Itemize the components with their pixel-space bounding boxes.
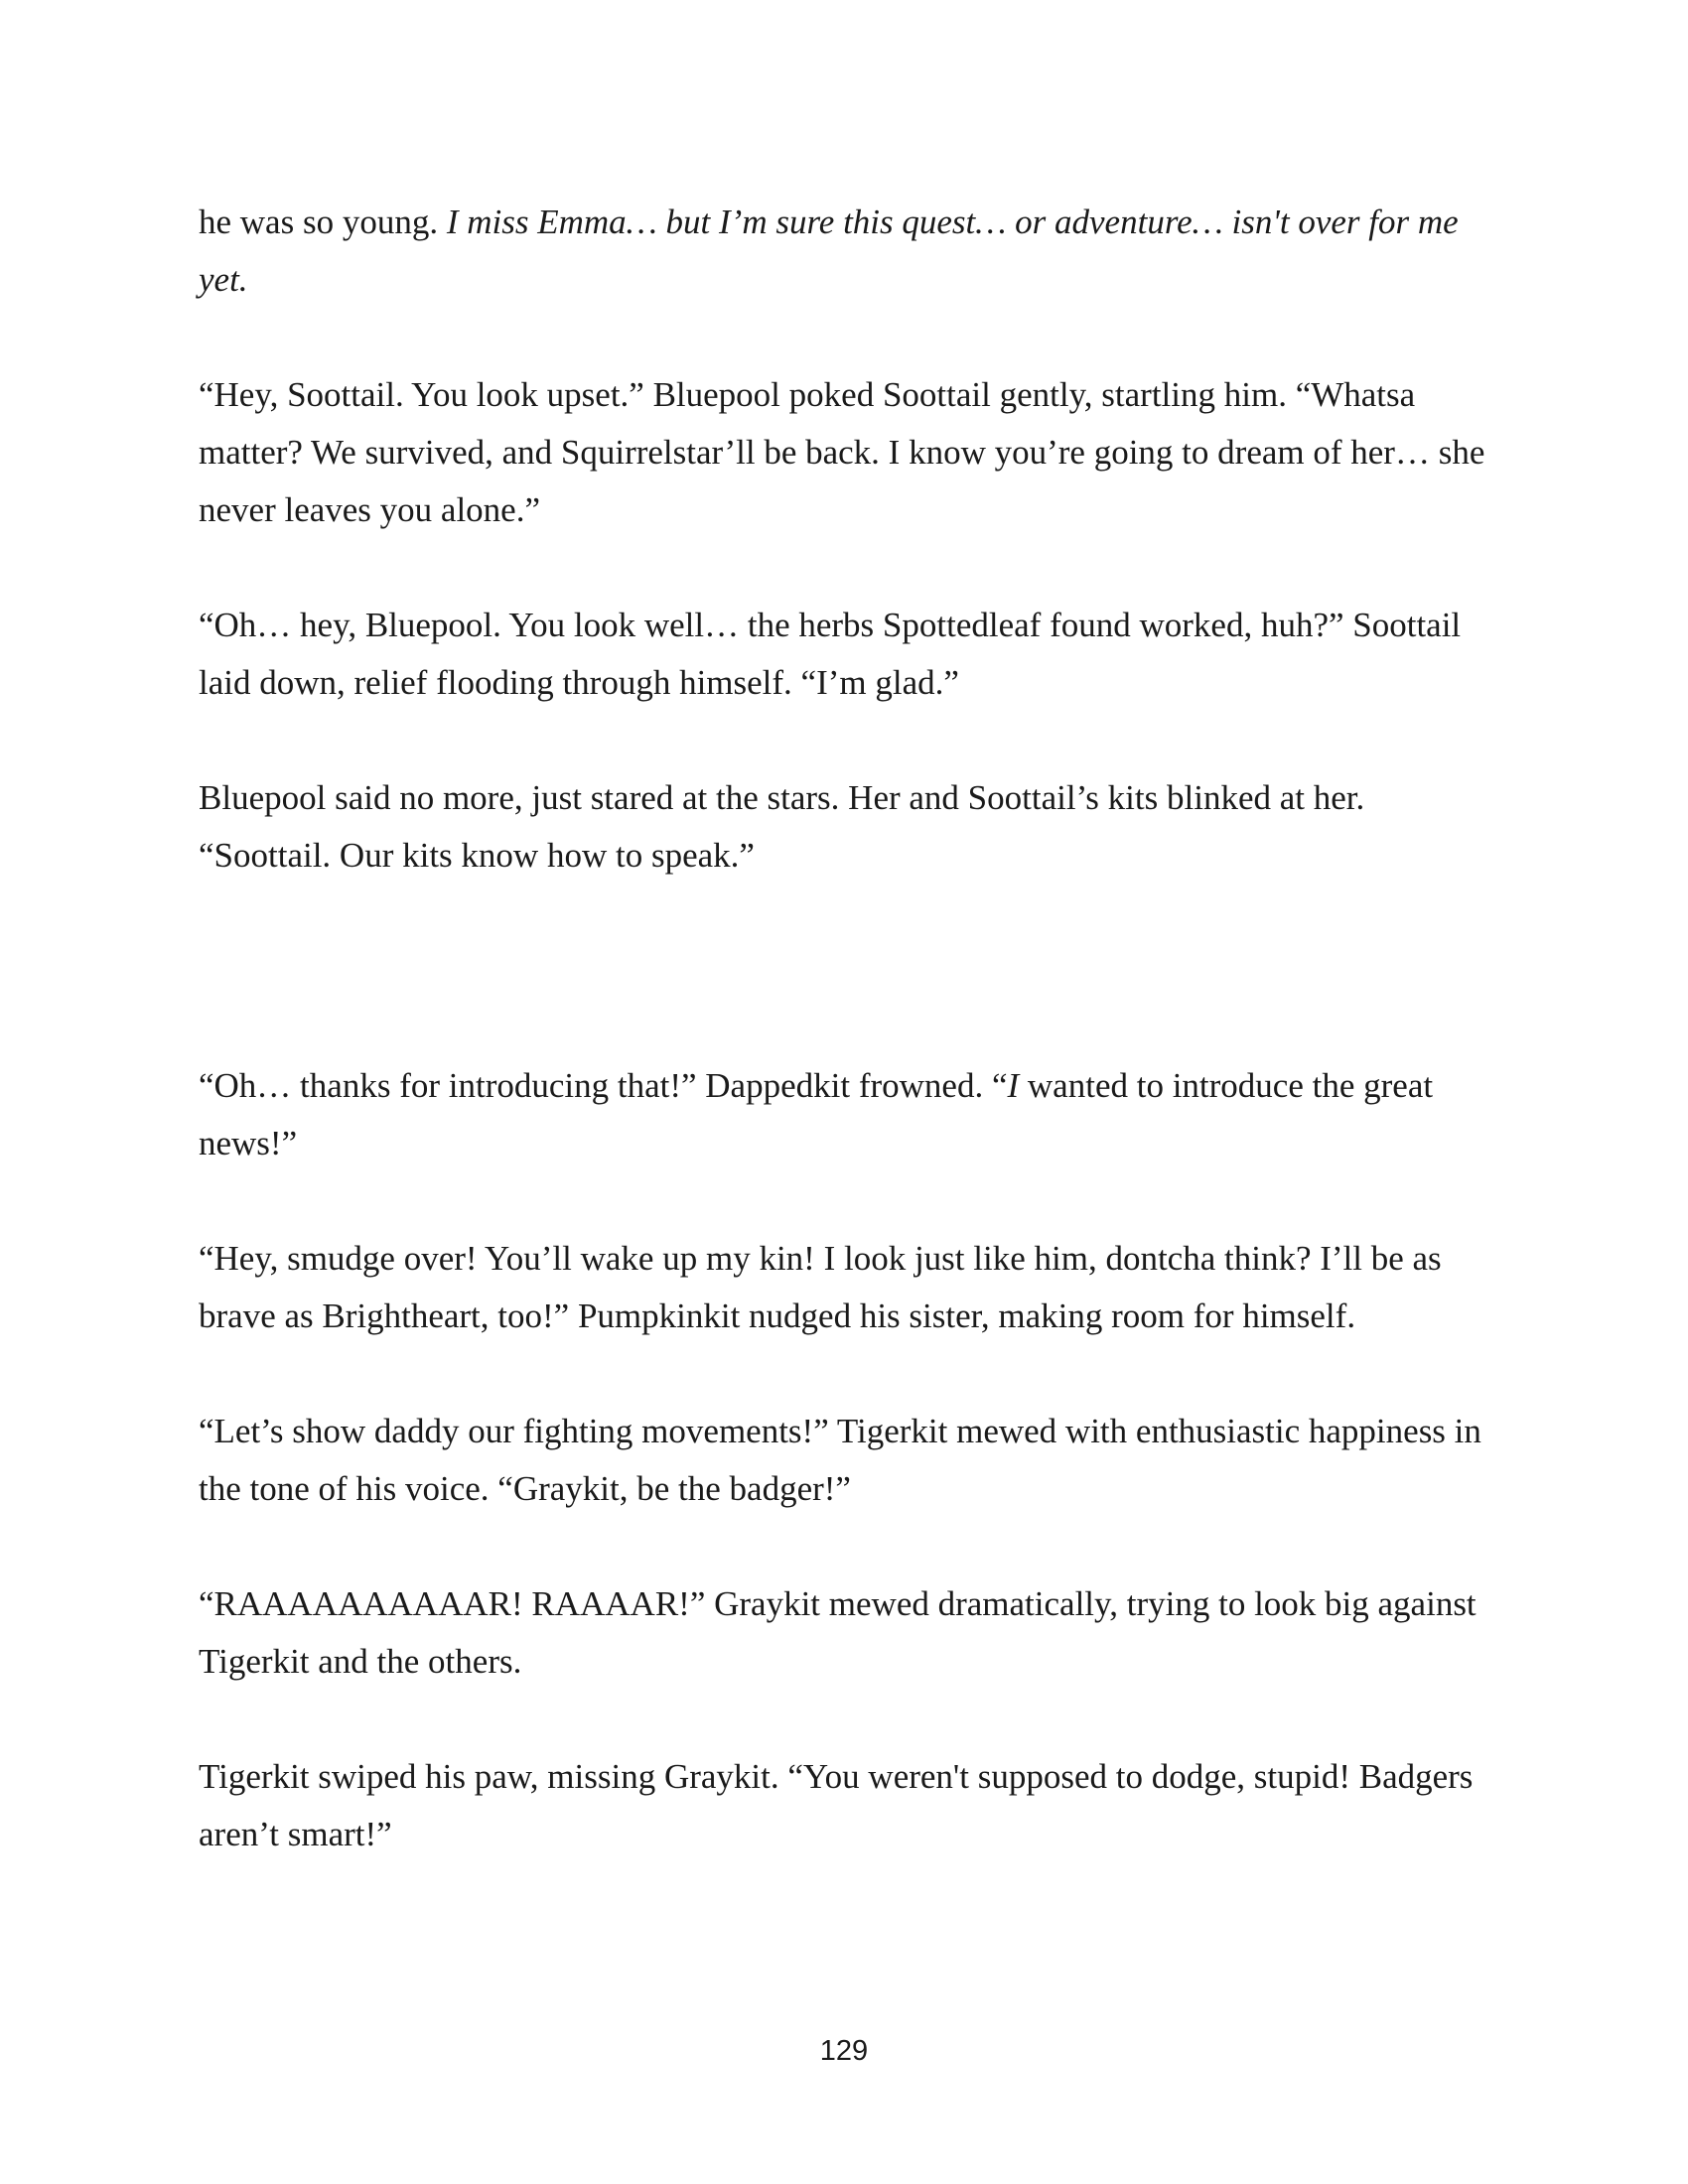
paragraph-8: “RAAAAAAAAAAR! RAAAAR!” Graykit mewed dramatically, trying to look big against Tigerkit and the others. [199, 1584, 1477, 1681]
paragraph-2: “Hey, Soottail. You look upset.” Bluepool poked Soottail gently, startling him. “Whatsa matter? We survived, and Squirrelstar’ll be back. I know you’re going to dream of her… she never leaves you alone.” [199, 375, 1485, 529]
paragraph-7: “Let’s show daddy our fighting movements!” Tigerkit mewed with enthusiastic happiness in the tone of his voice. “Graykit, be the badger!” [199, 1412, 1481, 1508]
paragraph-9: Tigerkit swiped his paw, missing Graykit. “You weren't supposed to dodge, stupid! Badgers aren’t smart!” [199, 1757, 1474, 1853]
paragraph-5-text-end: wanted to introduce the great news!” [199, 1066, 1434, 1162]
body-text [199, 194, 1499, 1921]
paragraph-3: “Oh… hey, Bluepool. You look well… the herbs Spottedleaf found worked, huh?” Soottail laid down, relief flooding through himself. “I’m glad.” [199, 606, 1462, 702]
paragraph-1-italic-thought: I miss Emma… but I’m sure this quest… or adventure… isn't over for me yet. [199, 203, 1459, 299]
paragraph-5-italic-word: I [1007, 1066, 1020, 1105]
paragraph-5-text-start: “Oh… thanks for introducing that!” Dappedkit frowned. “ [199, 1066, 1008, 1105]
paragraph-1-text: he was so young. [199, 203, 447, 241]
paragraph-6: “Hey, smudge over! You’ll wake up my kin! I look just like him, dontcha think? I’ll be as brave as Brightheart, too!” Pumpkinkit nudged his sister, making room for himself. [199, 1239, 1442, 1335]
page-number: 129 [819, 2035, 869, 2067]
paragraph-5 [199, 1057, 1499, 1172]
paragraph-1 [199, 194, 1499, 309]
paragraph-4: Bluepool said no more, just stared at the stars. Her and Soottail’s kits blinked at her. “Soottail. Our kits know how to speak.” [199, 778, 1365, 875]
